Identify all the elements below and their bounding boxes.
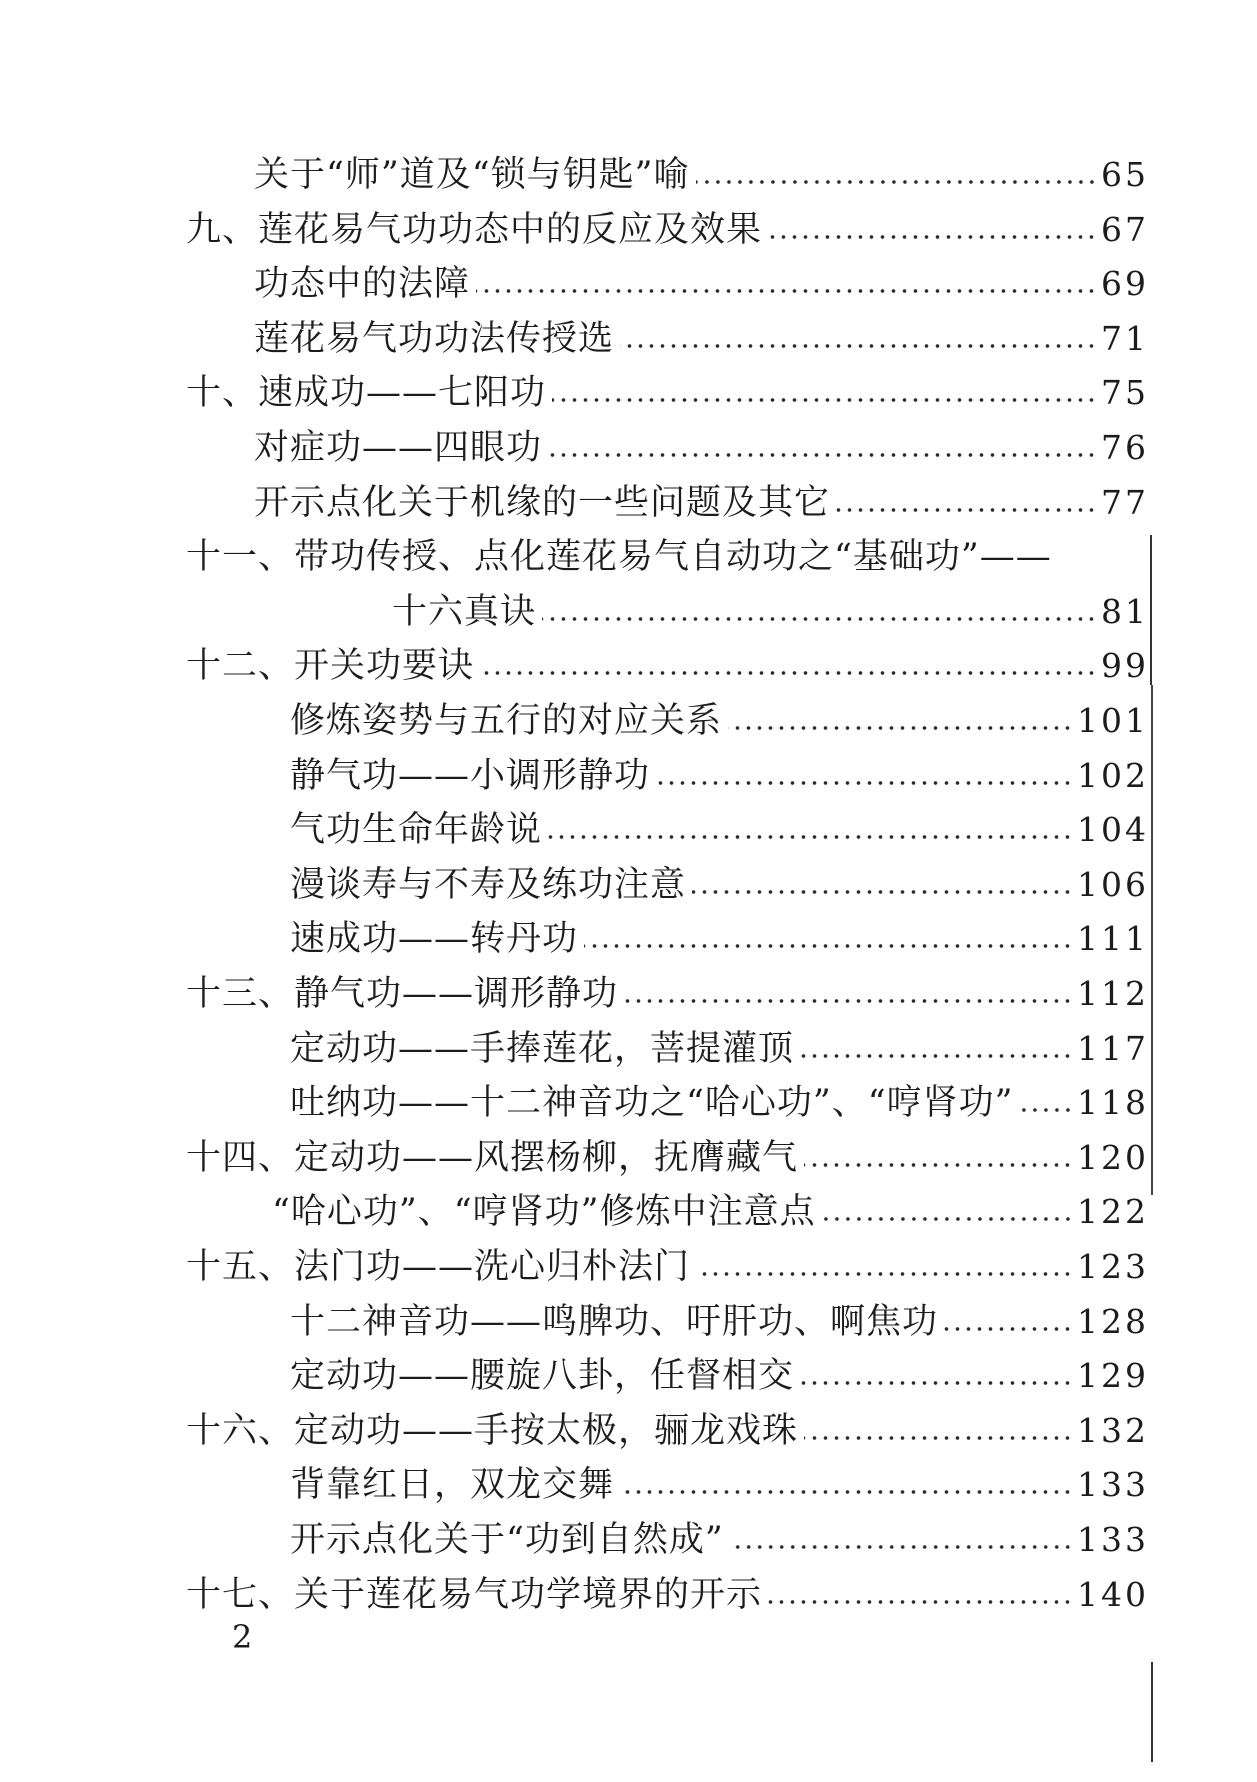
toc-entry-page-number: 117 [1077,1029,1149,1068]
toc-entry [254,311,1149,361]
toc-entry-page-number: 111 [1077,919,1149,958]
toc-entry-title: 十、速成功——七阳功 [186,373,547,413]
dot-leader [836,506,1097,514]
dot-leader [768,1598,1073,1606]
toc-entry [186,202,1149,252]
dot-leader [552,396,1097,404]
toc-entry-title: 十四、定动功——风摆杨柳，抚膺藏气 [186,1138,799,1178]
toc-entry-title: 吐纳功——十二神音功之“哈心功”、“哼肾功” [290,1083,1014,1123]
toc-entry-page-number: 133 [1077,1465,1149,1504]
toc-entry-title: 十三、静气功——调形静功 [186,974,619,1014]
toc-entry-title: 十一、带功传授、点化莲花易气自动功之“基础功”—— [186,537,1052,577]
toc-entry-title: 背靠红日，双龙交舞 [290,1465,615,1505]
dot-leader [768,233,1097,241]
toc-entry [272,1184,1149,1234]
toc-entry [290,1348,1149,1398]
toc-entry [254,420,1149,470]
dot-leader [1020,1106,1073,1114]
dot-leader [800,1052,1073,1060]
dot-leader [944,1325,1073,1333]
toc-entry-title: 十二、开关功要诀 [186,646,475,686]
toc-entry-page-number: 128 [1077,1302,1149,1341]
toc-entry-page-number: 71 [1101,319,1149,358]
toc-entry-page-number: 140 [1077,1575,1149,1614]
dot-leader [548,451,1097,459]
dot-leader [692,888,1073,896]
toc-entry-title: 九、莲花易气功功态中的反应及效果 [186,210,763,250]
toc-entry [186,638,1149,688]
toc-entry-title: 气功生命年龄说 [290,810,543,850]
toc-entry [290,693,1149,743]
toc-entry-page-number: 99 [1101,646,1149,685]
toc-entry [186,966,1149,1016]
page-number: 2 [232,1618,253,1656]
toc-entry [392,584,1149,634]
toc-entry [186,529,1146,579]
toc-entry-title: 关于“师”道及“锁与钥匙”喻 [254,155,690,195]
toc-entry-page-number: 77 [1101,483,1149,522]
toc-entry-page-number: 101 [1077,701,1149,740]
toc-entry-title: 莲花易气功功法传授选 [254,319,615,359]
dot-leader [620,342,1097,350]
toc-entry [290,802,1149,852]
dot-leader [696,1270,1073,1278]
toc-entry-page-number: 104 [1077,810,1149,849]
toc-entry-title: 十五、法门功——洗心归朴法门 [186,1247,691,1287]
toc-entry-title: 速成功——转丹功 [290,919,579,959]
toc-entry-page-number: 69 [1101,264,1149,303]
toc-entry-page-number: 67 [1101,210,1149,249]
toc-entry-title: 对症功——四眼功 [254,428,543,468]
dot-leader [656,779,1073,787]
scan-edge-line [1150,535,1152,685]
toc-entry-title: 漫谈寿与不寿及练功注意 [290,865,687,905]
toc-entry [186,1130,1149,1180]
toc-entry-page-number: 129 [1077,1356,1149,1395]
toc-entry [290,1075,1149,1125]
toc-entry-page-number: 65 [1101,155,1149,194]
toc-entry [186,1239,1149,1289]
toc-entry-page-number: 132 [1077,1411,1149,1450]
toc-entry-page-number: 75 [1101,373,1149,412]
toc-entry-title: 十六、定动功——手按太极，骊龙戏珠 [186,1411,799,1451]
toc-entry [290,1457,1149,1507]
toc-entry [254,147,1149,197]
scan-edge-line [1151,685,1153,1195]
toc-entry-title: 十七、关于莲花易气功学境界的开示 [186,1575,763,1615]
dot-leader [730,1543,1073,1551]
dot-leader [542,615,1097,623]
toc-entry [290,857,1149,907]
toc-entry [290,1512,1149,1562]
dot-leader [476,287,1097,295]
toc-entry [186,1403,1149,1453]
toc-entry-page-number: 133 [1077,1520,1149,1559]
scan-edge-line [1151,1662,1153,1762]
toc-entry-page-number: 122 [1077,1192,1149,1231]
toc-entry-title: 静气功——小调形静功 [290,756,651,796]
toc-entry-title: 十二神音功——鸣脾功、吁肝功、啊焦功 [290,1302,939,1342]
toc-entry [254,475,1149,525]
toc-entry-title: 定动功——手捧莲花，菩提灌顶 [290,1029,795,1069]
toc-entry-page-number: 81 [1101,592,1149,631]
toc-entry-title: 开示点化关于“功到自然成” [290,1520,724,1560]
dot-leader [728,724,1073,732]
dot-leader [620,1488,1073,1496]
toc-entry-page-number: 106 [1077,865,1149,904]
toc-entry-page-number: 102 [1077,756,1149,795]
toc-entry [290,911,1149,961]
toc-entry-title: 开示点化关于机缘的一些问题及其它 [254,483,831,523]
dot-leader [800,1379,1073,1387]
dot-leader [696,178,1097,186]
toc-entry [186,1567,1149,1617]
dot-leader [480,669,1097,677]
toc-entry-title: 定动功——腰旋八卦，任督相交 [290,1356,795,1396]
toc-entry-page-number: 123 [1077,1247,1149,1286]
toc-entry [290,1294,1149,1344]
toc-entry [290,1021,1149,1071]
dot-leader [804,1161,1073,1169]
toc-entry-title: 修炼姿势与五行的对应关系 [290,701,723,741]
toc-entry-page-number: 112 [1077,974,1149,1013]
toc-entry-title: “哈心功”、“哼肾功”修炼中注意点 [272,1192,816,1232]
toc-entry-page-number: 120 [1077,1138,1149,1177]
toc-entry [186,365,1149,415]
dot-leader [548,833,1073,841]
toc-entry [254,256,1149,306]
toc-entry [290,748,1149,798]
toc-entry-page-number: 76 [1101,428,1149,467]
dot-leader [804,1434,1073,1442]
dot-leader [624,997,1073,1005]
toc-entry-title: 十六真诀 [392,592,537,632]
toc-entry-page-number: 118 [1077,1083,1149,1122]
dot-leader [822,1215,1073,1223]
dot-leader [584,942,1073,950]
toc-entry-title: 功态中的法障 [254,264,471,304]
